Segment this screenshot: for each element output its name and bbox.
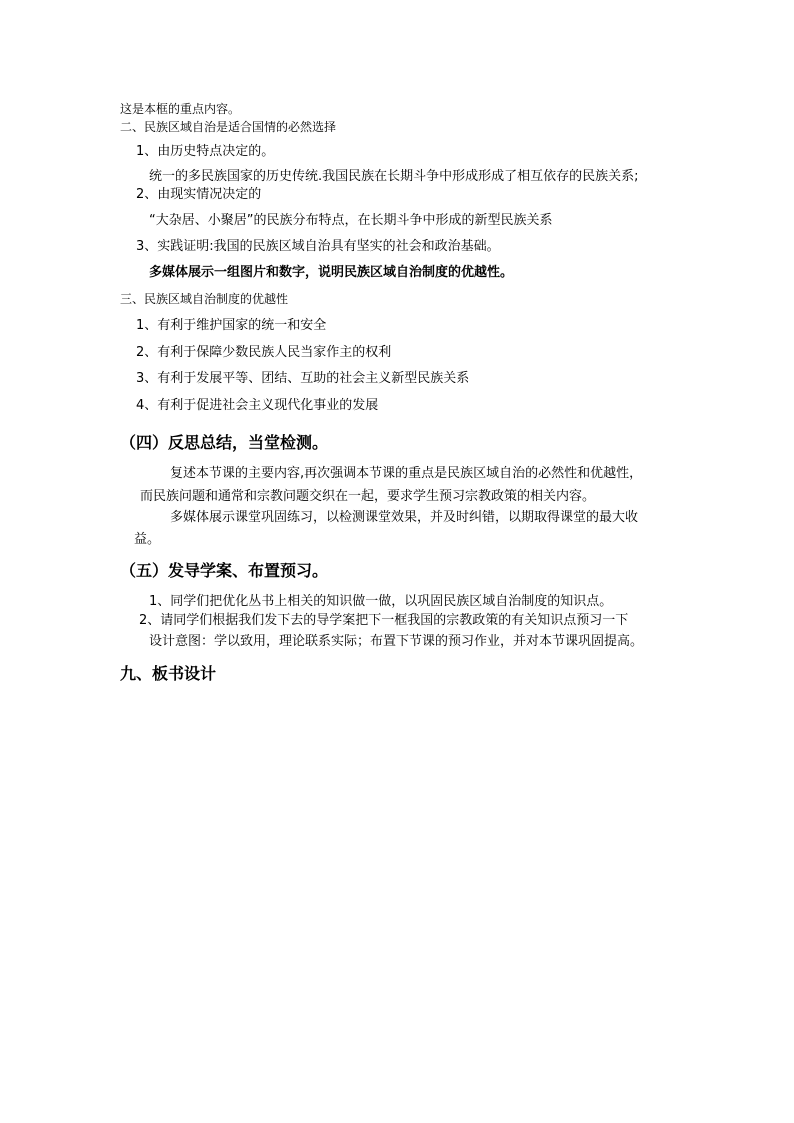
part5-heading: （五）发导学案、布置预习。	[120, 561, 329, 580]
section3-item-1: 1、有利于维护国家的统一和安全	[136, 318, 327, 333]
intro-text: 这是本框的重点内容。	[120, 102, 241, 116]
part4-para1-line1: 复述本节课的主要内容,再次强调本节课的重点是民族区域自治的必然性和优越性，	[170, 466, 643, 481]
part4-para1-line2: 而民族问题和通常和宗教问题交织在一起，要求学生预习宗教政策的相关内容。	[140, 489, 596, 504]
section2-item-1: 1、由历史特点决定的。	[136, 144, 275, 159]
part4-heading: （四）反思总结，当堂检测。	[120, 433, 329, 452]
multimedia-note: 多媒体展示一组图片和数字，说明民族区域自治制度的优越性。	[149, 265, 514, 280]
part4-para2-line2: 益。	[134, 532, 161, 547]
section9-heading: 九、板书设计	[120, 664, 217, 683]
section3-item-3: 3、有利于发展平等、团结、互助的社会主义新型民族关系	[136, 371, 470, 386]
section3-item-4: 4、有利于促进社会主义现代化事业的发展	[136, 398, 379, 413]
section2-heading: 二、民族区域自治是适合国情的必然选择	[120, 120, 337, 134]
part4-para2-line1: 多媒体展示课堂巩固练习，以检测课堂效果，并及时纠错，以期取得课堂的最大收	[170, 510, 639, 525]
section3-item-2: 2、有利于保障少数民族人民当家作主的权利	[136, 345, 392, 360]
section2-item-2-detail: “大杂居、小聚居”的民族分布特点，在长期斗争中形成的新型民族关系	[149, 213, 553, 228]
part5-item-1: 1、同学们把优化丛书上相关的知识做一做，以巩固民族区域自治制度的知识点。	[149, 594, 613, 609]
section3-heading: 三、民族区域自治制度的优越性	[120, 292, 289, 306]
section2-item-1-detail: 统一的多民族国家的历史传统.我国民族在长期斗争中形成形成了相互依存的民族关系;	[149, 169, 639, 184]
section2-item-2: 2、由现实情况决定的	[136, 187, 262, 202]
part5-item-2: 2、请同学们根据我们发下去的导学案把下一框我国的宗教政策的有关知识点预习一下	[139, 613, 629, 628]
design-intent: 设计意图：学以致用，理论联系实际；布置下节课的预习作业，并对本节课巩固提高。	[149, 634, 644, 649]
section2-item-3: 3、实践证明:我国的民族区域自治具有坚实的社会和政治基础。	[136, 239, 500, 254]
